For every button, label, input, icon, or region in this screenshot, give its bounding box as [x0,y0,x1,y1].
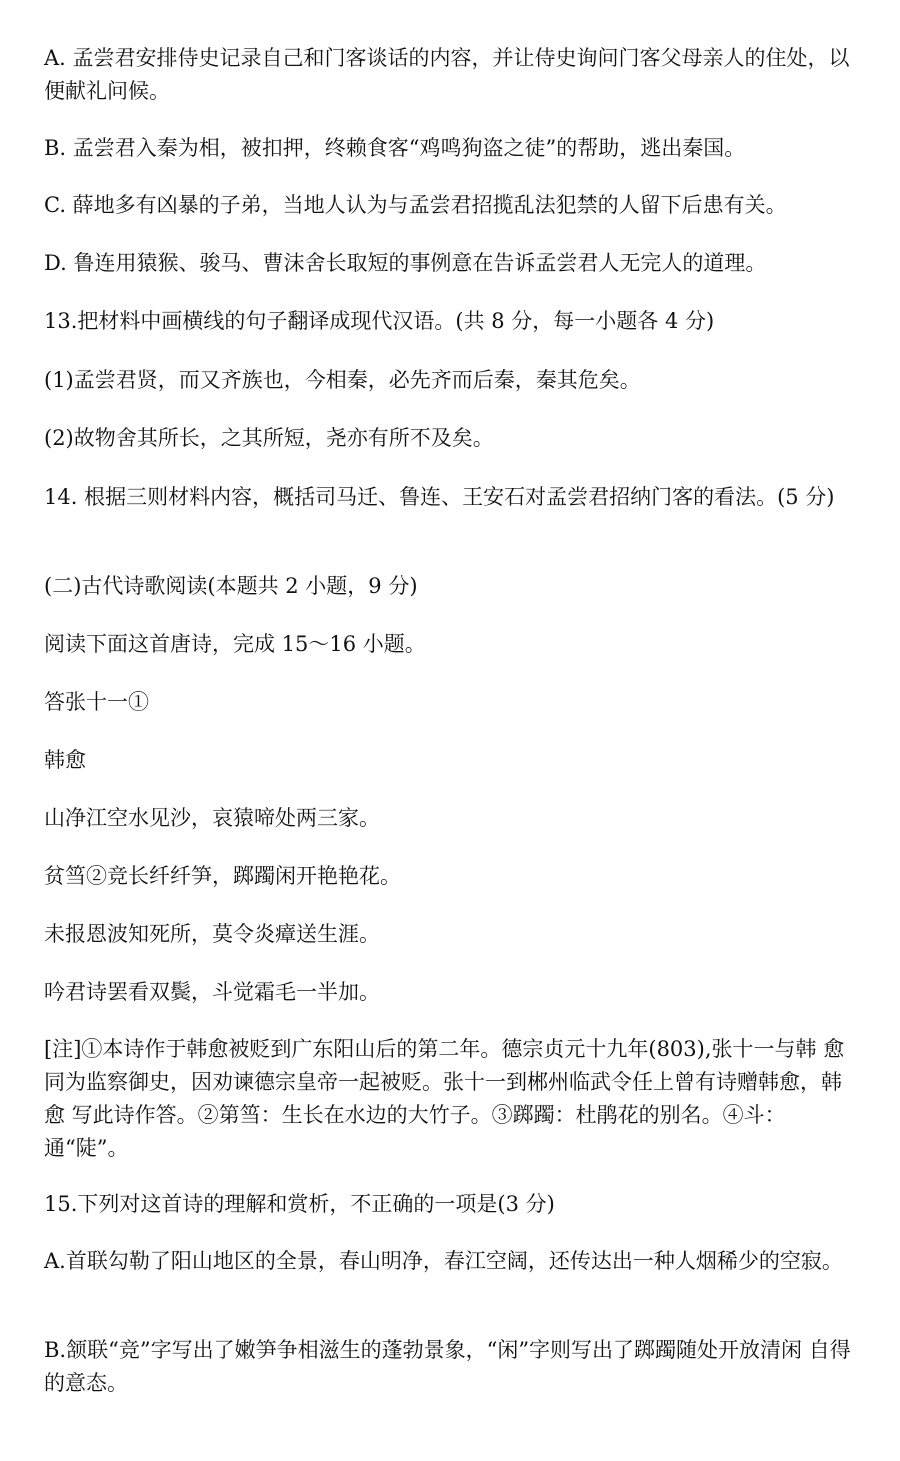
poem-title: 答张十一① [44,690,149,714]
q13-item-1: (1)孟尝君贤，而又齐族也，今相秦，必先齐而后秦，秦其危矣。 [44,368,641,392]
poem-line-1: 山净江空水见沙，哀猿啼处两三家。 [44,806,380,830]
q15-option-b: B.颔联“竞”字写出了嫩笋争相滋生的蓬勃景象，“闲”字则写出了踯躅随处开放清闲 自得的意态。 [44,1338,851,1395]
poem-note: [注]①本诗作于韩愈被贬到广东阳山后的第二年。德宗贞元十九年(803),张十一与韩 愈同为监察御史，因劝谏德宗皇帝一起被贬。张十一到郴州临武令任上曾有诗赠韩愈，韩愈 写此诗作答。②第筜：生长在水边的大竹子。③踯躅：杜鹃花的别名。④斗：通“陡”。 [44,1037,845,1160]
q13-item-2: (2)故物舍其所长，之其所短，尧亦有所不及矣。 [44,426,494,450]
q12-option-c: C. 薛地多有凶暴的子弟，当地人认为与孟尝君招揽乱法犯禁的人留下后患有关。 [44,193,787,217]
q13-stem: 13.把材料中画横线的句子翻译成现代汉语。(共 8 分，每一小题各 4 分) [44,309,715,333]
section2-instruction: 阅读下面这首唐诗，完成 15～16 小题。 [44,632,426,656]
q12-option-b: B. 孟尝君入秦为相，被扣押，终赖食客“鸡鸣狗盗之徒”的帮助，逃出秦国。 [44,136,746,160]
q15-stem: 15.下列对这首诗的理解和赏析，不正确的一项是(3 分) [44,1192,555,1216]
poem-author: 韩愈 [44,748,86,772]
q14-stem: 14. 根据三则材料内容，概括司马迁、鲁连、王安石对孟尝君招纳门客的看法。(5 分) [44,485,835,509]
poem-line-3: 未报恩波知死所，莫令炎瘴送生涯。 [44,922,380,946]
q12-option-a: A. 孟尝君安排侍史记录自己和门客谈话的内容，并让侍史询问门客父母亲人的住处，以 便献礼问候。 [44,46,850,103]
q12-option-d: D. 鲁连用猿猴、骏马、曹沫舍长取短的事例意在告诉孟尝君人无完人的道理。 [44,251,767,275]
q15-option-a: A.首联勾勒了阳山地区的全景，春山明净，春江空阔，还传达出一种人烟稀少的空寂。 [44,1249,843,1273]
poem-line-2: 贫筜②竞长纤纤笋，踯躅闲开艳艳花。 [44,864,401,888]
section2-heading: (二)古代诗歌阅读(本题共 2 小题，9 分) [44,574,418,598]
poem-line-4: 吟君诗罢看双鬓，斗觉霜毛一半加。 [44,980,380,1004]
